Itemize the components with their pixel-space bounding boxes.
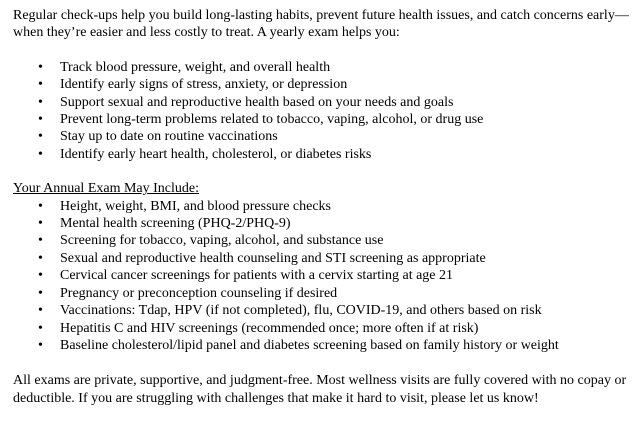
annual-exam-includes-list [13,198,629,355]
include-item: • Sexual and reproductive health counseling and STI screening as appropriate [13,250,629,267]
benefit-item: • Identify early heart health, cholesterol, or diabetes risks [13,146,629,163]
benefit-item: • Track blood pressure, weight, and overall health [13,59,629,76]
include-item: • Hepatitis C and HIV screenings (recommended once; more often if at risk) [13,320,629,337]
include-item: • Pregnancy or preconception counseling if desired [13,285,629,302]
include-item: • Height, weight, BMI, and blood pressure checks [13,198,629,215]
include-item: • Vaccinations: Tdap, HPV (if not completed), flu, COVID-19, and others based on risk [13,302,629,319]
include-item: • Mental health screening (PHQ-2/PHQ-9) [13,215,629,232]
intro-paragraph: Regular check-ups help you build long-lasting habits, prevent future health issues, and catch concerns early—when they’re easier and less costly to treat. A yearly exam helps you: [13,8,629,41]
benefit-item: • Prevent long-term problems related to tobacco, vaping, alcohol, or drug use [13,111,629,128]
include-item: • Screening for tobacco, vaping, alcohol, and substance use [13,232,629,249]
benefit-item: • Stay up to date on routine vaccinations [13,128,629,145]
benefit-item: • Identify early signs of stress, anxiety, or depression [13,76,629,93]
closing-paragraph: All exams are private, supportive, and judgment-free. Most wellness visits are fully covered with no copay or deductible. If you are struggling with challenges that make it hard to visit, please let us know! [13,373,627,406]
annual-exam-heading: Your Annual Exam May Include: [13,181,199,197]
include-item: • Cervical cancer screenings for patients with a cervix starting at age 21 [13,267,629,284]
include-item: • Baseline cholesterol/lipid panel and diabetes screening based on family history or weight [13,337,629,354]
exam-benefits-list [13,59,629,163]
benefit-item: • Support sexual and reproductive health based on your needs and goals [13,94,629,111]
